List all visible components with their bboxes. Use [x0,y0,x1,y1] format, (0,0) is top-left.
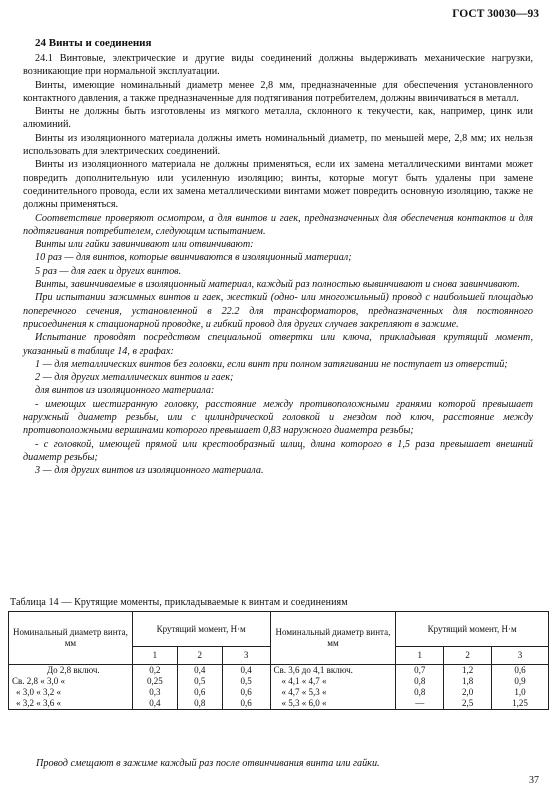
body-paragraph: для винтов из изоляционного материала: [35,385,215,397]
col-number: 3 [222,647,270,665]
table-footnote: Провод смещают в зажиме каждый раз после отвинчивания винта или гайки. [36,758,380,769]
diameter-range: « 3,2 « 3,6 « [16,698,61,708]
diameter-range: « 4,7 « 5,3 « [281,687,327,697]
col-number: 3 [492,647,549,665]
torque-value: 1,2 [462,665,474,675]
torque-value: 0,3 [149,687,161,697]
body-paragraph: - с головкой, имеющей прямой или крестообразный шлиц, длина которого в 1,5 раза превышает внешний диаметр резьбы; [23,438,533,463]
body-paragraph: Винты из изоляционного материала не должны применяться, если их замена металлическими винтами может повредить дополнительную или усиленную изоляцию; винты, которые могут быть удалены при замене соединительного провода, если их замена металлическими винтами может повредить основную изоляцию, также не должны применяться. [23,159,533,211]
page-number: 37 [529,775,539,786]
torque-value: — [415,698,425,708]
body-paragraph: Винты из изоляционного материала должны иметь номинальный диаметр, по меньшей мере, 2,8 мм; их нельзя использовать для электрических соединений. [23,132,533,158]
torque-value: 0,5 [194,676,206,686]
torque-value: 0,6 [514,665,526,675]
col-number: 2 [177,647,222,665]
torque-value: 0,4 [240,665,252,675]
diameter-cell-left [9,665,133,710]
diameter-range: « 4,1 « 4,7 « [281,676,327,686]
table-caption: Таблица 14 — Крутящие моменты, прикладываемые к винтам и соединениям [10,597,348,608]
torque-cell [177,665,222,710]
col-number: 1 [396,647,444,665]
torque-value: 0,8 [414,676,426,686]
body-paragraph: 1 — для металлических винтов без головки, если винт при полном затягивании не поступает из отверстий; [35,358,508,370]
torque-cell [132,665,177,710]
body-paragraph: 5 раз — для гаек и других винтов. [35,265,182,277]
torque-cell [492,665,549,710]
standard-header: ГОСТ 30030—93 [452,8,539,20]
torque-value: 0,5 [240,676,252,686]
body-paragraph: Винты, завинчиваемые в изоляционный материал, каждый раз полностью вывинчивают и снова завинчивают. [35,279,520,291]
torque-table [8,611,549,710]
torque-cell [444,665,492,710]
diameter-range: « 3,0 « 3,2 « [16,687,61,697]
body-paragraph: - имеющих шестигранную головку, расстояние между противоположными гранями которой превышает наружный диаметр резьбы, или с цилиндрической головкой и гнездом под ключ, расстояние между противоположными вершинами которого превышает 0,83 наружного диаметра резьбы; [23,398,533,437]
diameter-range: До 2,8 включ. [47,665,100,675]
torque-value: 0,6 [240,698,252,708]
torque-value: 0,9 [514,676,526,686]
body-text [23,52,533,478]
torque-value: 0,4 [149,698,161,708]
torque-value: 0,4 [194,665,206,675]
torque-cell [396,665,444,710]
body-paragraph: Соответствие проверяют осмотром, а для винтов и гаек, предназначенных для обеспечения контактов и для подтягивания потребителем, следующим испытанием. [23,212,533,237]
header-torque-right: Крутящий момент, Н·м [396,612,549,647]
col-number: 2 [444,647,492,665]
body-paragraph: 2 — для других металлических винтов и гаек; [35,372,234,384]
body-paragraph: При испытании зажимных винтов и гаек, жесткий (одно- или многожильный) провод с наибольшей площадью поперечного сечения, установленной в 22.2 для трансформаторов, предназначенных для постоянного присоединения к стационарной проводке, и гибкий провод для других случаев закрепляют в зажиме. [23,292,533,330]
body-paragraph: 3 — для других винтов из изоляционного материала. [35,465,264,477]
torque-value: 1,0 [514,687,526,697]
torque-value: 0,7 [414,665,426,675]
diameter-range: Св. 3,6 до 4,1 включ. [273,665,353,675]
diameter-cell-right [270,665,396,710]
body-paragraph: Винты не должны быть изготовлены из мягкого металла, склонного к текучести, как, например, цинк или алюминий. [23,106,533,131]
diameter-range: « 5,3 « 6,0 « [281,698,327,708]
header-diameter-left: Номинальный диаметр винта, мм [9,612,133,665]
col-number: 1 [132,647,177,665]
header-torque-left: Крутящий момент, Н·м [132,612,270,647]
torque-value: 0,8 [414,687,426,697]
body-paragraph: Винты, имеющие номинальный диаметр менее 2,8 мм, предназначенные для обеспечения установленного контактного давления, а также предназначенные для подтягивания потребителем, должны ввинчиваться в металл. [23,79,533,104]
header-diameter-right: Номинальный диаметр винта, мм [270,612,396,665]
torque-value: 1,25 [512,698,528,708]
torque-value: 0,8 [194,698,206,708]
torque-value: 2,0 [462,687,474,697]
body-paragraph: 10 раз — для винтов, которые ввинчиваются в изоляционный материал; [35,252,352,264]
torque-value: 0,6 [194,687,206,697]
torque-value: 0,2 [149,665,161,675]
table-data-row [9,665,549,710]
body-paragraph: Винты или гайки завинчивают или отвинчивают: [35,239,254,251]
torque-value: 0,6 [240,687,252,697]
torque-value: 2,5 [462,698,474,708]
diameter-range: Св. 2,8 « 3,0 « [12,676,66,686]
torque-value: 0,25 [146,676,163,686]
section-title: 24 Винты и соединения [35,37,152,49]
torque-value: 1,8 [462,676,474,686]
body-paragraph: 24.1 Винтовые, электрические и другие виды соединений должны выдерживать механические нагрузки, возникающие при нормальной эксплуатации. [23,53,533,78]
body-paragraph: Испытание проводят посредством специальной отвертки или ключа, прикладывая крутящий момент, указанный в таблице 14, в графах: [23,332,533,357]
torque-cell [222,665,270,710]
